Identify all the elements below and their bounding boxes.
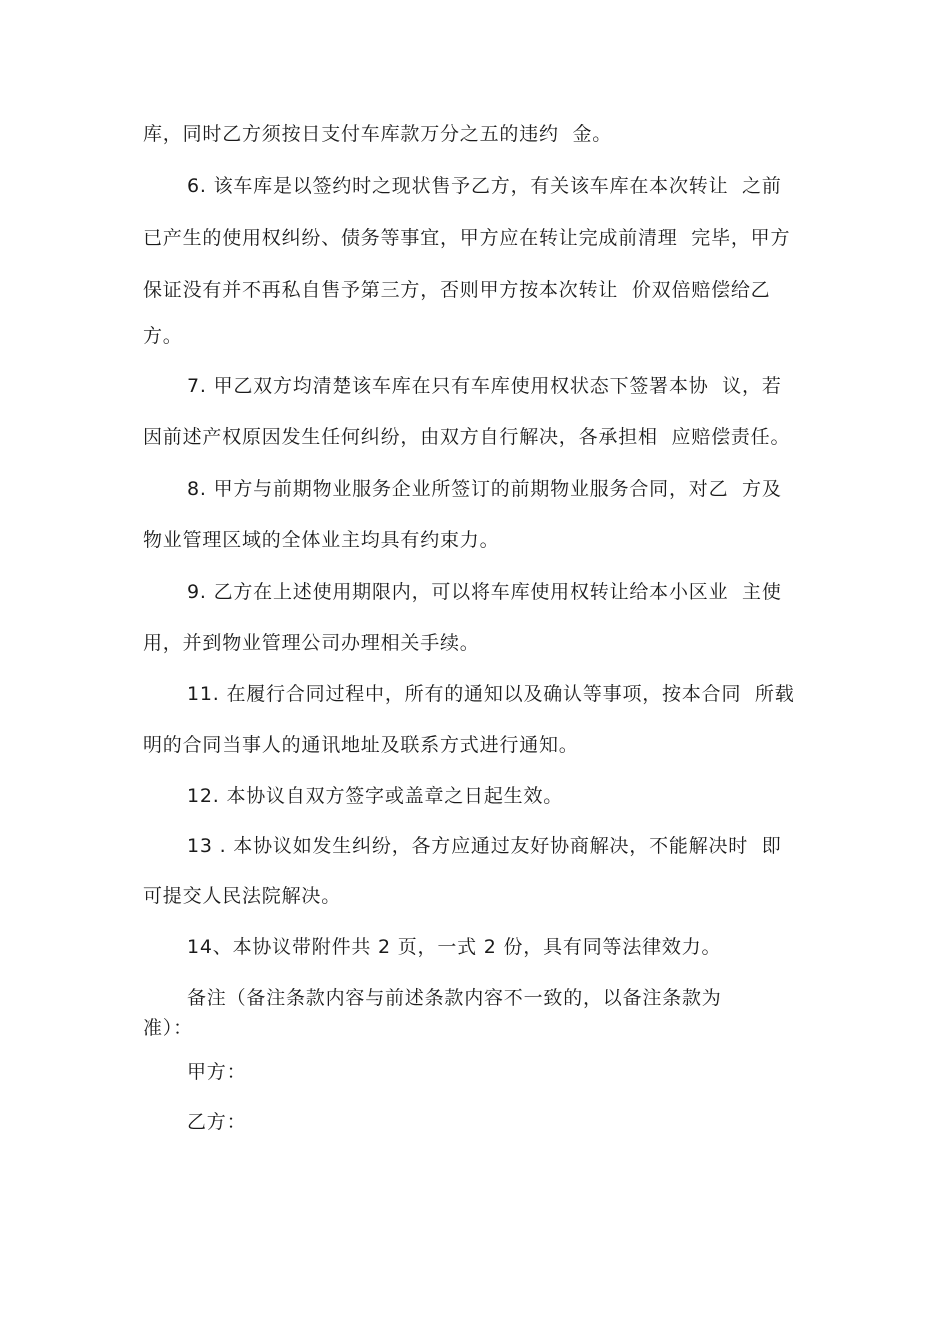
clause-6-line-4: 方。 xyxy=(143,325,183,347)
clause-6-line-1: 6. 该车库是以签约时之现状售予乙方，有关该车库在本次转让 之前 xyxy=(187,175,782,197)
clause-12-line: 12. 本协议自双方签字或盖章之日起生效。 xyxy=(187,785,564,807)
clause-13-line-1: 13 . 本协议如发生纠纷，各方应通过友好协商解决，不能解决时 即 xyxy=(187,835,782,857)
text-line: 库，同时乙方须按日支付车库款万分之五的违约 金。 xyxy=(143,123,613,145)
party-a-label: 甲方： xyxy=(187,1061,247,1083)
remarks-line-1: 备注（备注条款内容与前述条款内容不一致的，以备注条款为 xyxy=(187,987,722,1009)
clause-6-line-2: 已产生的使用权纠纷、债务等事宜，甲方应在转让完成前清理 完毕，甲方 xyxy=(143,227,791,249)
clause-11-line-2: 明的合同当事人的通讯地址及联系方式进行通知。 xyxy=(143,734,579,756)
clause-9-line-2: 用，并到物业管理公司办理相关手续。 xyxy=(143,632,480,654)
clause-13-line-2: 可提交人民法院解决。 xyxy=(143,885,342,907)
clause-7-line-1: 7. 甲乙双方均清楚该车库在只有车库使用权状态下签署本协 议，若 xyxy=(187,375,782,397)
clause-6-line-3: 保证没有并不再私自售予第三方，否则甲方按本次转让 价双倍赔偿给乙 xyxy=(143,279,771,301)
clause-9-line-1: 9. 乙方在上述使用期限内，可以将车库使用权转让给本小区业 主使 xyxy=(187,581,782,603)
clause-7-line-2: 因前述产权原因发生任何纠纷，由双方自行解决，各承担相 应赔偿责任。 xyxy=(143,426,791,448)
clause-8-line-1: 8. 甲方与前期物业服务企业所签订的前期物业服务合同，对乙 方及 xyxy=(187,478,782,500)
party-b-label: 乙方： xyxy=(187,1111,247,1133)
clause-14-line: 14、本协议带附件共 2 页，一式 2 份，具有同等法律效力。 xyxy=(187,936,722,958)
remarks-line-2: 准）： xyxy=(143,1017,193,1039)
clause-11-line-1: 11. 在履行合同过程中，所有的通知以及确认等事项，按本合同 所载 xyxy=(187,683,795,705)
clause-8-line-2: 物业管理区域的全体业主均具有约束力。 xyxy=(143,529,500,551)
